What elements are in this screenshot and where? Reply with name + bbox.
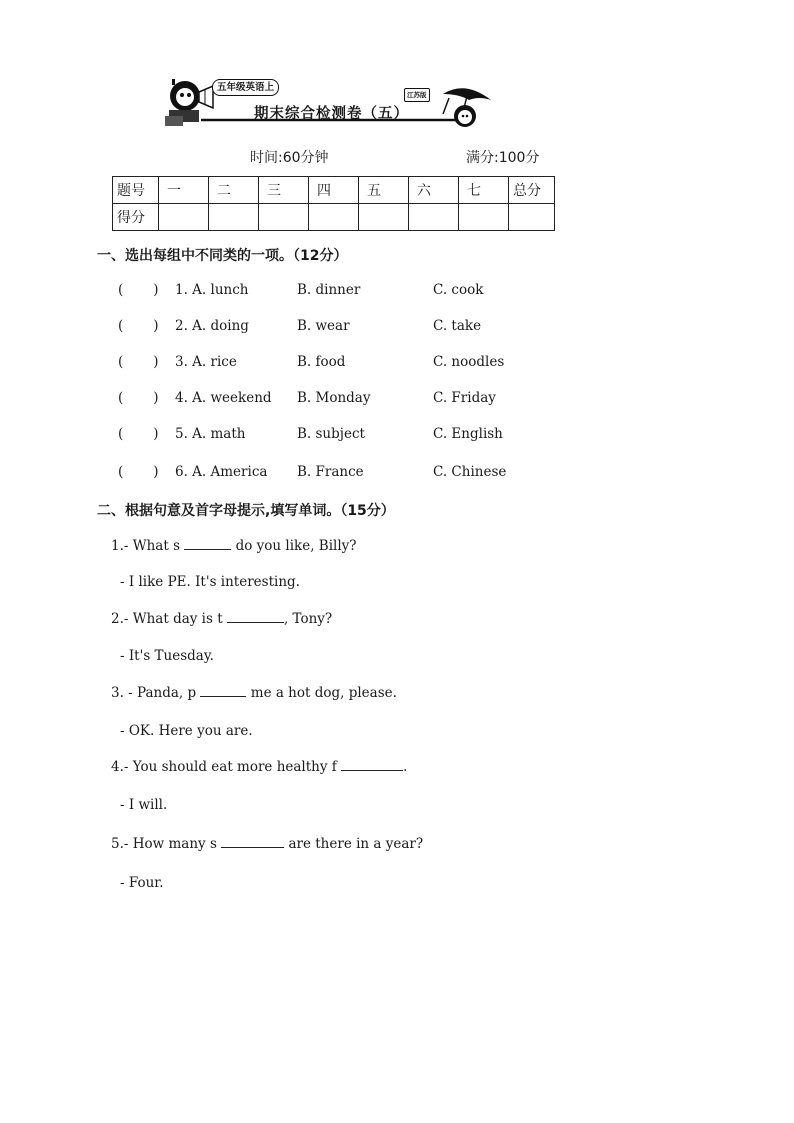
option-b: B. Monday bbox=[297, 390, 371, 406]
question-line bbox=[111, 685, 397, 701]
question-text: do you like, Billy? bbox=[235, 538, 357, 554]
answer-line: - I like PE. It's interesting. bbox=[120, 574, 300, 590]
option-b: B. dinner bbox=[297, 282, 361, 298]
full-score: 满分:100分 bbox=[466, 150, 540, 166]
section1-heading: 一、选出每组中不同类的一项。（12分） bbox=[97, 248, 348, 264]
score-cell[interactable] bbox=[409, 204, 459, 231]
option-c: C. Friday bbox=[433, 390, 496, 406]
option-c: C. take bbox=[433, 318, 482, 334]
option-a: 4. A. weekend bbox=[175, 390, 272, 406]
score-cell[interactable] bbox=[359, 204, 409, 231]
question-line bbox=[111, 538, 357, 554]
fill-blank[interactable] bbox=[221, 846, 284, 848]
score-cell[interactable] bbox=[459, 204, 509, 231]
fill-blank[interactable] bbox=[184, 548, 231, 550]
option-a: 2. A. doing bbox=[175, 318, 249, 334]
score-table-score-row bbox=[113, 204, 555, 231]
question-text: me a hot dog, please. bbox=[250, 685, 397, 701]
score-cell[interactable] bbox=[259, 204, 309, 231]
time-limit: 时间:60分钟 bbox=[250, 150, 329, 166]
option-a: 6. A. America bbox=[175, 464, 268, 480]
score-table-header-cell: 三 bbox=[259, 177, 309, 204]
answer-line: - It's Tuesday. bbox=[120, 648, 214, 664]
option-a: 5. A. math bbox=[175, 426, 246, 442]
score-table-header-row bbox=[113, 177, 555, 204]
answer-line: - Four. bbox=[120, 875, 164, 891]
answer-line: - I will. bbox=[120, 797, 168, 813]
question-text: 2.- What day is t bbox=[111, 611, 223, 627]
question-text: are there in a year? bbox=[288, 836, 424, 852]
section2-heading: 二、根据句意及首字母提示,填写单词。（15分） bbox=[97, 503, 395, 519]
question-text: 4.- You should eat more healthy f bbox=[111, 759, 337, 775]
option-b: B. food bbox=[297, 354, 346, 370]
answer-paren[interactable]: ( ) bbox=[118, 390, 159, 406]
answer-paren[interactable]: ( ) bbox=[118, 282, 159, 298]
question-line bbox=[111, 759, 407, 775]
question-text: 5.- How many s bbox=[111, 836, 217, 852]
score-table-header-cell: 一 bbox=[159, 177, 209, 204]
score-table-header-cell: 七 bbox=[459, 177, 509, 204]
option-b: B. France bbox=[297, 464, 364, 480]
option-c: C. cook bbox=[433, 282, 484, 298]
question-line bbox=[111, 611, 332, 627]
question-text: 1.- What s bbox=[111, 538, 180, 554]
answer-paren[interactable]: ( ) bbox=[118, 464, 159, 480]
score-cell-total[interactable] bbox=[509, 204, 555, 231]
answer-paren[interactable]: ( ) bbox=[118, 426, 159, 442]
score-cell[interactable] bbox=[209, 204, 259, 231]
exam-title: 期末综合检测卷（五） bbox=[254, 106, 409, 122]
score-table bbox=[112, 176, 555, 231]
question-text: 3. - Panda, p bbox=[111, 685, 197, 701]
score-table-header-cell: 二 bbox=[209, 177, 259, 204]
grade-tag: 五年级英语上 bbox=[212, 79, 279, 96]
score-table-header-cell: 四 bbox=[309, 177, 359, 204]
question-text: . bbox=[403, 759, 408, 775]
score-row-label: 得分 bbox=[113, 204, 159, 231]
answer-paren[interactable]: ( ) bbox=[118, 318, 159, 334]
score-table-header-cell: 六 bbox=[409, 177, 459, 204]
fill-blank[interactable] bbox=[341, 769, 403, 771]
option-a: 1. A. lunch bbox=[175, 282, 249, 298]
option-b: B. wear bbox=[297, 318, 350, 334]
score-cell[interactable] bbox=[159, 204, 209, 231]
option-c: C. English bbox=[433, 426, 503, 442]
fill-blank[interactable] bbox=[227, 621, 284, 623]
option-b: B. subject bbox=[297, 426, 365, 442]
option-c: C. Chinese bbox=[433, 464, 507, 480]
option-a: 3. A. rice bbox=[175, 354, 237, 370]
option-c: C. noodles bbox=[433, 354, 505, 370]
score-table-header-cell: 五 bbox=[359, 177, 409, 204]
score-table-header-cell: 总分 bbox=[509, 177, 555, 204]
score-table-header-cell: 题号 bbox=[113, 177, 159, 204]
answer-paren[interactable]: ( ) bbox=[118, 354, 159, 370]
question-line bbox=[111, 836, 423, 852]
edition-tag: 江苏版 bbox=[404, 88, 430, 102]
answer-line: - OK. Here you are. bbox=[120, 723, 253, 739]
fill-blank[interactable] bbox=[200, 695, 246, 697]
score-cell[interactable] bbox=[309, 204, 359, 231]
question-text: , Tony? bbox=[283, 611, 333, 627]
